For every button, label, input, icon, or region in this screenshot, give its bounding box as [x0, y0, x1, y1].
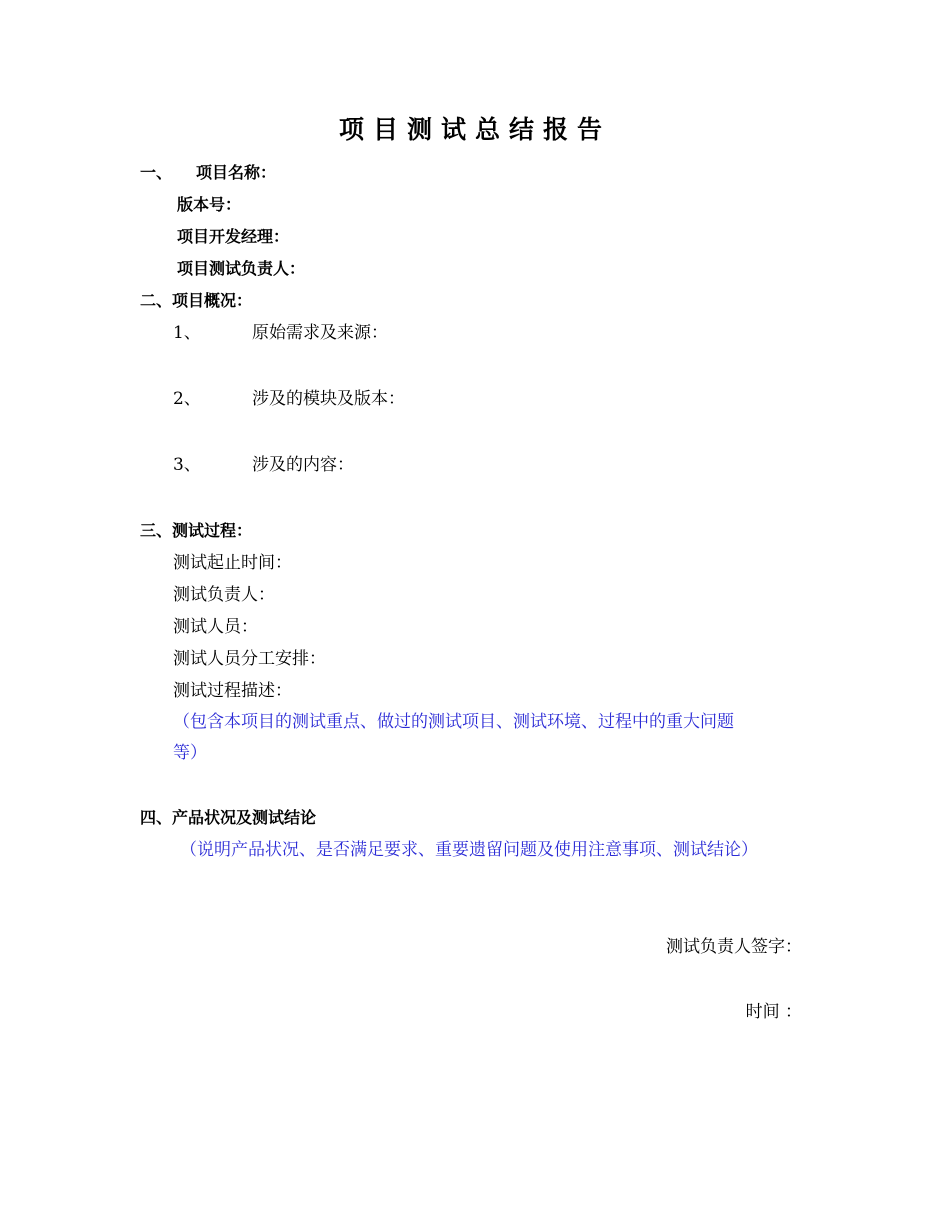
overview-item-text: 涉及的内容：	[252, 455, 354, 475]
section2-heading: 二、项目概况：	[140, 291, 253, 310]
overview-item-number: 3、	[173, 455, 201, 475]
test-process-line: 测试负责人：	[173, 585, 275, 605]
section3-heading: 三、测试过程：	[140, 521, 253, 540]
section4-heading: 四、产品状况及测试结论	[140, 808, 317, 827]
test-lead-label: 项目测试负责人：	[177, 259, 306, 278]
test-process-note-cont: 等）	[173, 743, 207, 763]
test-process-line: 测试人员分工安排：	[173, 649, 326, 669]
overview-item-number: 2、	[173, 389, 201, 409]
test-process-line: 测试起止时间：	[173, 553, 292, 573]
document-title: 项目测试总结报告	[338, 115, 611, 144]
test-process-line: 测试过程描述：	[173, 681, 292, 701]
conclusion-note: （说明产品状况、是否满足要求、重要遗留问题及使用注意事项、测试结论）	[180, 840, 758, 860]
dev-manager-label: 项目开发经理：	[177, 227, 290, 246]
test-process-note: （包含本项目的测试重点、做过的测试项目、测试环境、过程中的重大问题	[173, 712, 734, 732]
overview-item-number: 1、	[173, 323, 201, 343]
overview-item-text: 原始需求及来源：	[252, 323, 388, 343]
version-label: 版本号：	[177, 195, 242, 214]
project-name-label: 项目名称：	[196, 163, 277, 182]
test-process-line: 测试人员：	[173, 617, 258, 637]
signer-label: 测试负责人签字：	[666, 937, 802, 957]
time-label: 时间 ：	[745, 1002, 802, 1022]
overview-item-text: 涉及的模块及版本：	[252, 389, 405, 409]
section1-number: 一、	[140, 163, 173, 182]
